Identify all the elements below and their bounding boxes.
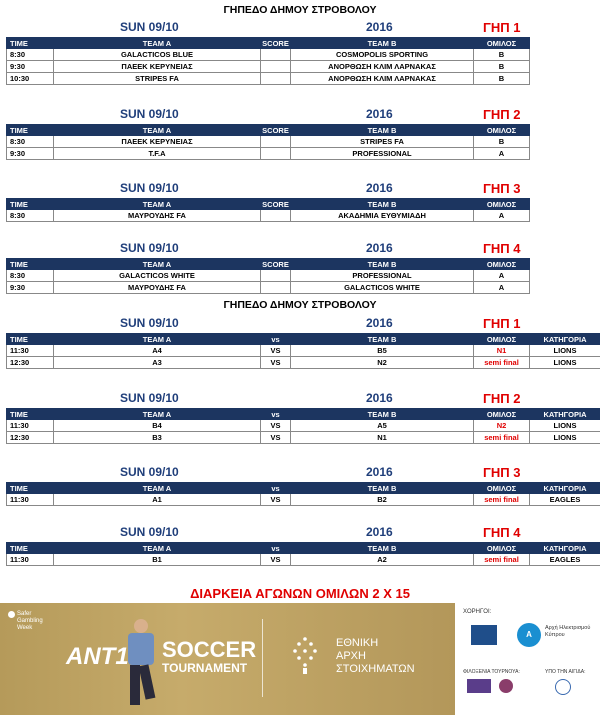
cell-time: 11:30 (7, 345, 54, 357)
col-header: SCORE (262, 199, 289, 209)
col-header: TEAM A (54, 409, 261, 420)
sponsor-banner (0, 603, 600, 715)
cell-time: 12:30 (7, 357, 54, 369)
table-row (7, 432, 600, 444)
match-year: 2016 (366, 107, 393, 121)
cell-category: LIONS (530, 420, 600, 432)
table-header-row (7, 334, 600, 345)
block-header (0, 465, 600, 479)
match-date: SUN 09/10 (120, 391, 179, 405)
cell-score (261, 49, 291, 61)
col-header: vs (261, 334, 291, 345)
cell-vs: VS (261, 345, 291, 357)
cell-group: B (474, 49, 530, 61)
divider (262, 619, 263, 697)
cell-group: A (474, 282, 530, 294)
cell-vs: VS (261, 357, 291, 369)
col-header: ΟΜΙΛΟΣ (474, 125, 530, 136)
block-header (0, 241, 600, 255)
col-header: ΟΜΙΛΟΣ (474, 409, 530, 420)
cell-group: semi final (474, 554, 530, 566)
col-header: ΟΜΙΛΟΣ (474, 199, 530, 210)
safer-gambling-text: Safer Gambling Week (17, 611, 43, 631)
match-date: SUN 09/10 (120, 465, 179, 479)
cell-team-a: GALACTICOS BLUE (54, 49, 261, 61)
match-year: 2016 (366, 241, 393, 255)
sponsor-caption: Αρχή Ηλεκτρισμού Κύπρου (545, 625, 591, 638)
col-header: TIME (7, 409, 54, 420)
pitch-label: ΓΗΠ 3 (483, 465, 521, 480)
cell-team-b: GALACTICOS WHITE (291, 282, 474, 294)
col-header: TEAM B (291, 334, 474, 345)
cell-team-b: PROFESSIONAL (291, 148, 474, 160)
tournament-text: TOURNAMENT (162, 661, 248, 675)
col-header: TEAM A (54, 259, 261, 270)
schedule-table (6, 408, 600, 444)
cell-team-b: STRIPES FA (291, 136, 474, 148)
cell-team-a: B4 (54, 420, 261, 432)
table-header-row (7, 483, 600, 494)
cell-group: A (474, 148, 530, 160)
cell-group: N2 (474, 420, 530, 432)
cell-team-b: B5 (291, 345, 474, 357)
col-header: ΟΜΙΛΟΣ (474, 38, 530, 49)
pitch-label: ΓΗΠ 4 (483, 525, 521, 540)
cell-team-b: B2 (291, 494, 474, 506)
safer-gambling-logo (8, 611, 58, 632)
col-header: TIME (7, 125, 54, 136)
cell-team-a: B1 (54, 554, 261, 566)
table-row (7, 210, 530, 222)
schedule-table (6, 198, 530, 222)
cell-category: LIONS (530, 357, 600, 369)
match-date: SUN 09/10 (120, 241, 179, 255)
match-duration-note: ΔΙΑΡΚΕΙΑ ΑΓΩΝΩΝ ΟΜΙΛΩΝ 2 Χ 15 (190, 586, 410, 601)
cell-score (261, 61, 291, 73)
venue-title: ΓΗΠΕΔΟ ΔΗΜΟΥ ΣΤΡΟΒΟΛΟΥ (223, 4, 377, 16)
match-date: SUN 09/10 (120, 107, 179, 121)
cell-team-b: A2 (291, 554, 474, 566)
patron-logo (555, 679, 571, 695)
table-row (7, 136, 530, 148)
table-row (7, 420, 600, 432)
cell-category: EAGLES (530, 494, 600, 506)
sponsors-label: ΧΟΡΗΓΟΙ: (463, 609, 492, 615)
cell-vs: VS (261, 494, 291, 506)
match-date: SUN 09/10 (120, 20, 179, 34)
authority-line: ΑΡΧΗ (336, 650, 366, 662)
cell-score (261, 210, 291, 222)
cell-team-b: ΑΝΟΡΘΩΣΗ ΚΛΙΜ ΛΑΡΝΑΚΑΣ (291, 61, 474, 73)
match-year: 2016 (366, 525, 393, 539)
table-row (7, 345, 600, 357)
cell-team-a: ΜΑΥΡΟΥΔΗΣ FA (54, 282, 261, 294)
col-header: SCORE (262, 125, 289, 135)
authority-line: ΕΘΝΙΚΗ (336, 637, 379, 649)
col-header: ΟΜΙΛΟΣ (474, 543, 530, 554)
match-year: 2016 (366, 20, 393, 34)
ant1-soccer-logo (66, 633, 257, 683)
table-row (7, 61, 530, 73)
betting-authority-logo (288, 627, 448, 687)
organizer-logo (467, 679, 491, 693)
soccer-text: SOCCER (162, 637, 257, 662)
cell-team-a: B3 (54, 432, 261, 444)
col-header: ΟΜΙΛΟΣ (474, 259, 530, 270)
table-row (7, 357, 600, 369)
cell-team-b: ΑΝΟΡΘΩΣΗ ΚΛΙΜ ΛΑΡΝΑΚΑΣ (291, 73, 474, 85)
schedule-table (6, 258, 530, 294)
cell-group: semi final (474, 494, 530, 506)
match-year: 2016 (366, 316, 393, 330)
table-header-row (7, 38, 530, 49)
schedule-table (6, 37, 530, 85)
col-header: TEAM A (54, 125, 261, 136)
cell-team-a: STRIPES FA (54, 73, 261, 85)
table-header-row (7, 199, 530, 210)
cell-time: 9:30 (7, 148, 54, 160)
pitch-label: ΓΗΠ 2 (483, 391, 521, 406)
authority-line: ΣΤΟΙΧΗΜΑΤΩΝ (336, 663, 415, 675)
cell-time: 8:30 (7, 210, 54, 222)
col-header: ΚΑΤΗΓΟΡΙΑ (530, 483, 600, 494)
table-row (7, 73, 530, 85)
cell-score (261, 136, 291, 148)
table-row (7, 148, 530, 160)
cell-time: 8:30 (7, 49, 54, 61)
block-header (0, 20, 600, 34)
authority-name (336, 637, 415, 676)
cell-team-b: PROFESSIONAL (291, 270, 474, 282)
cell-team-a: A1 (54, 494, 261, 506)
cell-score (261, 73, 291, 85)
pitch-label: ΓΗΠ 2 (483, 107, 521, 122)
authority-emblem-icon (288, 635, 322, 675)
cell-team-a: ΜΑΥΡΟΥΔΗΣ FA (54, 210, 261, 222)
col-header: TEAM A (54, 543, 261, 554)
schedule-table (6, 333, 600, 369)
col-header: TIME (7, 259, 54, 270)
col-header: TEAM A (54, 199, 261, 210)
cell-time: 8:30 (7, 270, 54, 282)
col-header: ΚΑΤΗΓΟΡΙΑ (530, 543, 600, 554)
match-date: SUN 09/10 (120, 525, 179, 539)
cell-group: B (474, 136, 530, 148)
match-year: 2016 (366, 465, 393, 479)
cell-group: N1 (474, 345, 530, 357)
col-header: TEAM A (54, 483, 261, 494)
col-header: vs (261, 543, 291, 554)
col-header: TEAM B (291, 543, 474, 554)
cell-team-a: A3 (54, 357, 261, 369)
col-header: TEAM B (291, 409, 474, 420)
cell-group: A (474, 210, 530, 222)
block-header (0, 107, 600, 121)
cell-team-b: ΑΚΑΔΗΜΙΑ ΕΥΘΥΜΙΑΔΗ (291, 210, 474, 222)
cell-score (261, 148, 291, 160)
cell-group: semi final (474, 432, 530, 444)
pitch-label: ΓΗΠ 1 (483, 316, 521, 331)
block-header (0, 181, 600, 195)
table-header-row (7, 409, 600, 420)
col-header: TIME (7, 199, 54, 210)
block-header (0, 525, 600, 539)
sponsors-panel (455, 603, 600, 715)
col-header: TEAM B (291, 125, 474, 136)
table-row (7, 494, 600, 506)
cell-team-a: T.F.A (54, 148, 261, 160)
col-header: vs (261, 483, 291, 494)
cell-vs: VS (261, 554, 291, 566)
cell-time: 11:30 (7, 494, 54, 506)
table-row (7, 270, 530, 282)
col-header: ΚΑΤΗΓΟΡΙΑ (530, 334, 600, 345)
col-header: TEAM B (291, 38, 474, 49)
col-header: SCORE (262, 259, 289, 269)
cell-team-b: N2 (291, 357, 474, 369)
cell-team-a: GALACTICOS WHITE (54, 270, 261, 282)
eak-logo-icon: A (517, 623, 541, 647)
schedule-table (6, 124, 530, 160)
col-header: TEAM B (291, 483, 474, 494)
venue-label: ΥΠΟ ΤΗΝ ΑΙΓΙΔΑ: (545, 669, 586, 675)
cell-group: B (474, 73, 530, 85)
tournament-banner (0, 603, 455, 715)
cell-category: LIONS (530, 432, 600, 444)
table-row (7, 49, 530, 61)
venue-title: ΓΗΠΕΔΟ ΔΗΜΟΥ ΣΤΡΟΒΟΛΟΥ (223, 299, 377, 311)
pitch-label: ΓΗΠ 1 (483, 20, 521, 35)
col-header: TEAM B (291, 259, 474, 270)
cell-group: semi final (474, 357, 530, 369)
cell-category: EAGLES (530, 554, 600, 566)
col-header: TIME (7, 543, 54, 554)
schedule-table (6, 482, 600, 506)
cell-score (261, 282, 291, 294)
col-header: TIME (7, 38, 54, 49)
cell-score (261, 270, 291, 282)
block-header (0, 391, 600, 405)
cell-time: 11:30 (7, 554, 54, 566)
sponsor-logo (471, 625, 497, 645)
cell-group: A (474, 270, 530, 282)
block-header (0, 316, 600, 330)
table-header-row (7, 125, 530, 136)
match-date: SUN 09/10 (120, 316, 179, 330)
cell-time: 11:30 (7, 420, 54, 432)
cell-team-b: A5 (291, 420, 474, 432)
ant1-brand-text: ANT1 (66, 643, 129, 670)
col-header: TEAM A (54, 334, 261, 345)
match-year: 2016 (366, 181, 393, 195)
table-row (7, 282, 530, 294)
col-header: ΟΜΙΛΟΣ (474, 334, 530, 345)
organizer-label: ΦΙΛΟΞΕΝΙΑ ΤΟΥΡΝΟΥΑ: (463, 669, 520, 675)
cell-time: 12:30 (7, 432, 54, 444)
table-header-row (7, 543, 600, 554)
cell-vs: VS (261, 432, 291, 444)
cell-group: B (474, 61, 530, 73)
match-date: SUN 09/10 (120, 181, 179, 195)
cell-time: 9:30 (7, 282, 54, 294)
col-header: TEAM A (54, 38, 261, 49)
col-header: TIME (7, 483, 54, 494)
cell-vs: VS (261, 420, 291, 432)
table-header-row (7, 259, 530, 270)
table-row (7, 554, 600, 566)
col-header: TEAM B (291, 199, 474, 210)
organizer-logo (499, 679, 513, 693)
col-header: ΚΑΤΗΓΟΡΙΑ (530, 409, 600, 420)
col-header: SCORE (262, 38, 289, 48)
pitch-label: ΓΗΠ 4 (483, 241, 521, 256)
cell-team-a: ΠΑΕΕΚ ΚΕΡΥΝΕΙΑΣ (54, 61, 261, 73)
cell-team-a: A4 (54, 345, 261, 357)
cell-time: 9:30 (7, 61, 54, 73)
pitch-label: ΓΗΠ 3 (483, 181, 521, 196)
cell-team-a: ΠΑΕΕΚ ΚΕΡΥΝΕΙΑΣ (54, 136, 261, 148)
cell-time: 8:30 (7, 136, 54, 148)
col-header: TIME (7, 334, 54, 345)
cell-team-b: N1 (291, 432, 474, 444)
cell-time: 10:30 (7, 73, 54, 85)
col-header: ΟΜΙΛΟΣ (474, 483, 530, 494)
col-header: vs (261, 409, 291, 420)
cell-team-b: COSMOPOLIS SPORTING (291, 49, 474, 61)
cell-category: LIONS (530, 345, 600, 357)
schedule-table (6, 542, 600, 566)
match-year: 2016 (366, 391, 393, 405)
